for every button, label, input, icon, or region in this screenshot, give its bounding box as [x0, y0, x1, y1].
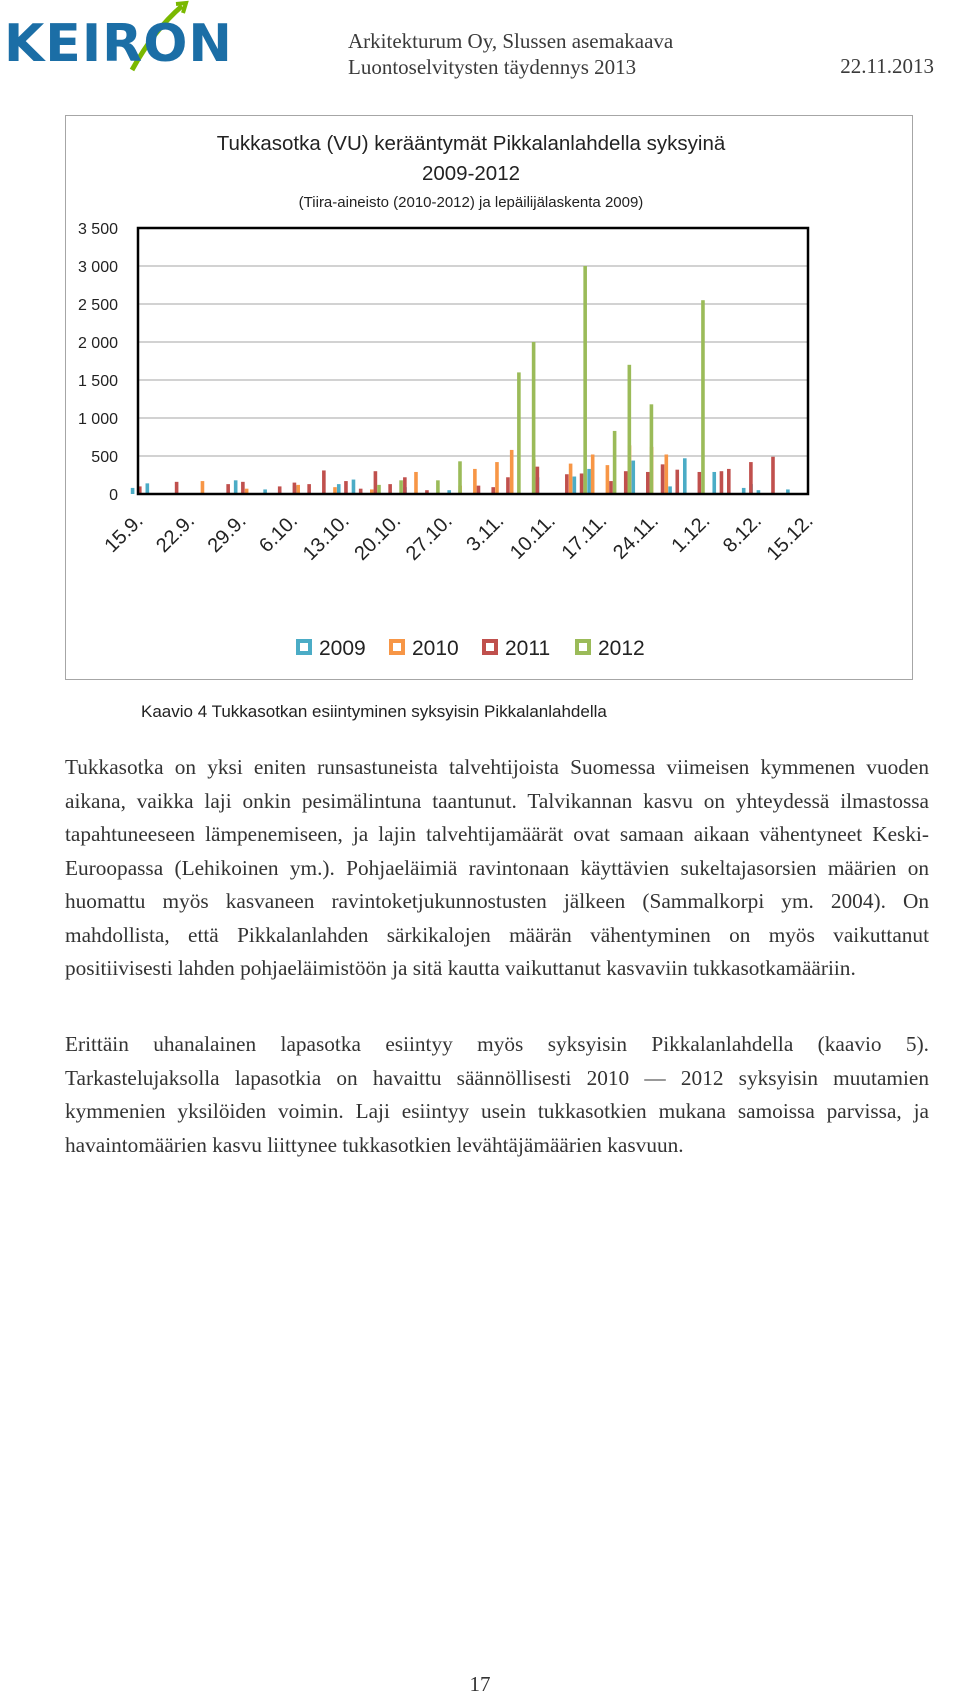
- y-tick-label: 2 500: [77, 297, 118, 314]
- header-project: Arkitekturum Oy, Slussen asemakaava: [348, 29, 674, 53]
- bar-2011: [661, 464, 665, 494]
- bar-2012: [583, 266, 587, 494]
- legend-label-2010: 2010: [412, 637, 459, 660]
- bar-2011: [226, 484, 230, 494]
- y-tick-label: 0: [109, 487, 118, 504]
- legend-label-2009: 2009: [319, 637, 366, 660]
- bar-2011: [241, 482, 245, 494]
- bar-2009: [683, 458, 687, 494]
- bar-2009: [337, 484, 341, 494]
- chart-frame: [65, 115, 913, 680]
- bar-2011: [506, 477, 510, 494]
- x-tick-label: 3.11.: [462, 509, 509, 556]
- bar-2010: [296, 485, 300, 494]
- header-subtitle: Luontoselvitysten täydennys 2013: [348, 55, 637, 79]
- bar-2011: [388, 484, 392, 494]
- legend-swatch-2009: [298, 641, 310, 653]
- bar-2011: [322, 470, 326, 494]
- bar-2012: [650, 404, 654, 494]
- bar-2010: [201, 481, 205, 494]
- bar-2011: [675, 470, 679, 494]
- bar-2010: [606, 465, 610, 494]
- bar-2012: [628, 365, 632, 494]
- bar-2009: [631, 461, 635, 494]
- bar-2012: [613, 431, 617, 494]
- x-tick-label: 17.11.: [557, 509, 612, 564]
- bar-2011: [624, 471, 628, 494]
- bar-2011: [344, 481, 348, 494]
- document-header: [348, 28, 673, 80]
- bar-chart: [66, 116, 914, 681]
- bar-2011: [536, 467, 540, 494]
- x-tick-label: 1.12.: [667, 509, 715, 557]
- bar-2009: [131, 488, 135, 494]
- bar-2011: [720, 471, 724, 494]
- bar-2011: [609, 481, 613, 494]
- x-tick-label: 13.10.: [298, 509, 354, 565]
- x-tick-label: 24.11.: [609, 509, 663, 564]
- bar-2010: [665, 454, 669, 494]
- y-tick-label: 1 000: [77, 411, 118, 428]
- bar-2011: [727, 469, 731, 494]
- bar-2011: [565, 474, 569, 494]
- bar-2010: [591, 454, 595, 494]
- chart-subtitle: (Tiira-aineisto (2010-2012) ja lepäilijälaskenta 2009): [298, 194, 644, 211]
- bar-2012: [377, 485, 381, 494]
- plot-area-border: [138, 228, 808, 494]
- bar-2012: [517, 372, 521, 494]
- body-paragraph-2: Erittäin uhanalainen lapasotka esiintyy myös syksyisin Pikkalanlahdella (kaavio 5). Tarkastelujaksolla lapasotkia on havaittu säännöllisesti 2010 — 2012 syksyisin muutamien kymmenien yksilöiden voimin. Laji esiintyy usein tukkasotkien mukana samoissa parvissa, ja havaintomäärien kasvu liittynee tukkasotkien levähtäjämäärien kasvuun.: [65, 1032, 929, 1157]
- x-tick-label: 20.10.: [350, 509, 406, 565]
- legend-label-2012: 2012: [598, 637, 645, 660]
- bar-2012: [532, 342, 536, 494]
- page-number: 17: [469, 1672, 491, 1696]
- bar-2009: [146, 483, 150, 494]
- bar-2009: [587, 469, 591, 494]
- bar-2011: [771, 457, 775, 494]
- bar-2011: [403, 477, 407, 494]
- y-tick-label: 500: [91, 449, 118, 466]
- x-tick-label: 22.9.: [152, 509, 200, 557]
- x-tick-label: 6.10.: [255, 509, 303, 557]
- bar-2009: [234, 480, 238, 494]
- bar-2012: [436, 480, 440, 494]
- x-tick-label: 8.12.: [718, 509, 766, 557]
- bar-2010: [569, 464, 573, 494]
- bar-2011: [293, 483, 297, 494]
- bar-2010: [495, 462, 499, 494]
- y-tick-label: 2 000: [77, 335, 118, 352]
- y-tick-label: 3 000: [77, 259, 118, 276]
- figure-caption: Kaavio 4 Tukkasotkan esiintyminen syksyisin Pikkalanlahdella: [141, 702, 607, 721]
- bar-2011: [374, 471, 378, 494]
- bar-2011: [477, 486, 481, 494]
- bar-2011: [307, 484, 311, 494]
- x-tick-label: 15.12.: [762, 509, 818, 565]
- bar-2011: [698, 472, 702, 494]
- bar-2009: [712, 472, 716, 494]
- y-tick-label: 1 500: [77, 373, 118, 390]
- bar-2011: [175, 482, 179, 494]
- chart-title-line1: Tukkasotka (VU) kerääntymät Pikkalanlahdella syksyinä: [216, 132, 726, 155]
- bar-2010: [414, 472, 418, 494]
- x-tick-label: 29.9.: [203, 509, 251, 557]
- bar-2012: [458, 461, 462, 494]
- body-paragraph-1: Tukkasotka on yksi eniten runsastuneista talvehtijoista Suomessa viimeisen kymmenen vuoden aikana, vaikka laji onkin pesimälintuna taantunut. Talvikannan kasvu on yhteydessä ilmastossa tapahtuneeseen lämpenemiseen, ja lajin talvehtijamäärät ovat samaan aikaan vähentyneet Keski-Euroopassa (Lehikoinen ym.). Pohjaeläimiä ravintonaan käyttävien sukeltajasorsien määrien on huomattu myös kasvaneen ravintoketjukunnostusten jälkeen (Sammalkorpi ym. 2004). On mahdollista, että Pikkalanlahden särkikalojen määrän vähentyminen on myös vaikuttanut positiivisesti lahden pohjaeläimistöön ja sitä kautta vaikuttanut kasvaviin tukkasotkamääriin.: [65, 755, 929, 980]
- legend-swatch-2011: [484, 641, 496, 653]
- x-tick-label: 10.11.: [506, 509, 560, 564]
- x-tick-label: 27.10.: [401, 509, 457, 565]
- bar-2011: [749, 462, 753, 494]
- legend-label-2011: 2011: [505, 637, 551, 660]
- y-tick-label: 3 500: [77, 221, 118, 238]
- bar-2012: [399, 480, 403, 494]
- chart-title-line2: 2009-2012: [421, 162, 521, 185]
- bar-2010: [510, 450, 514, 494]
- bar-2009: [352, 480, 356, 494]
- legend-swatch-2012: [577, 641, 589, 653]
- x-tick-label: 15.9.: [100, 509, 148, 557]
- bar-2011: [580, 473, 584, 494]
- bar-2011: [646, 472, 650, 494]
- legend-swatch-2010: [391, 641, 403, 653]
- bar-2009: [573, 477, 577, 494]
- bar-2012: [701, 300, 705, 494]
- keiron-logo: [4, 0, 233, 90]
- bar-2010: [473, 469, 477, 494]
- logo-text: KEIRON: [4, 14, 233, 74]
- header-date: 22.11.2013: [840, 54, 934, 78]
